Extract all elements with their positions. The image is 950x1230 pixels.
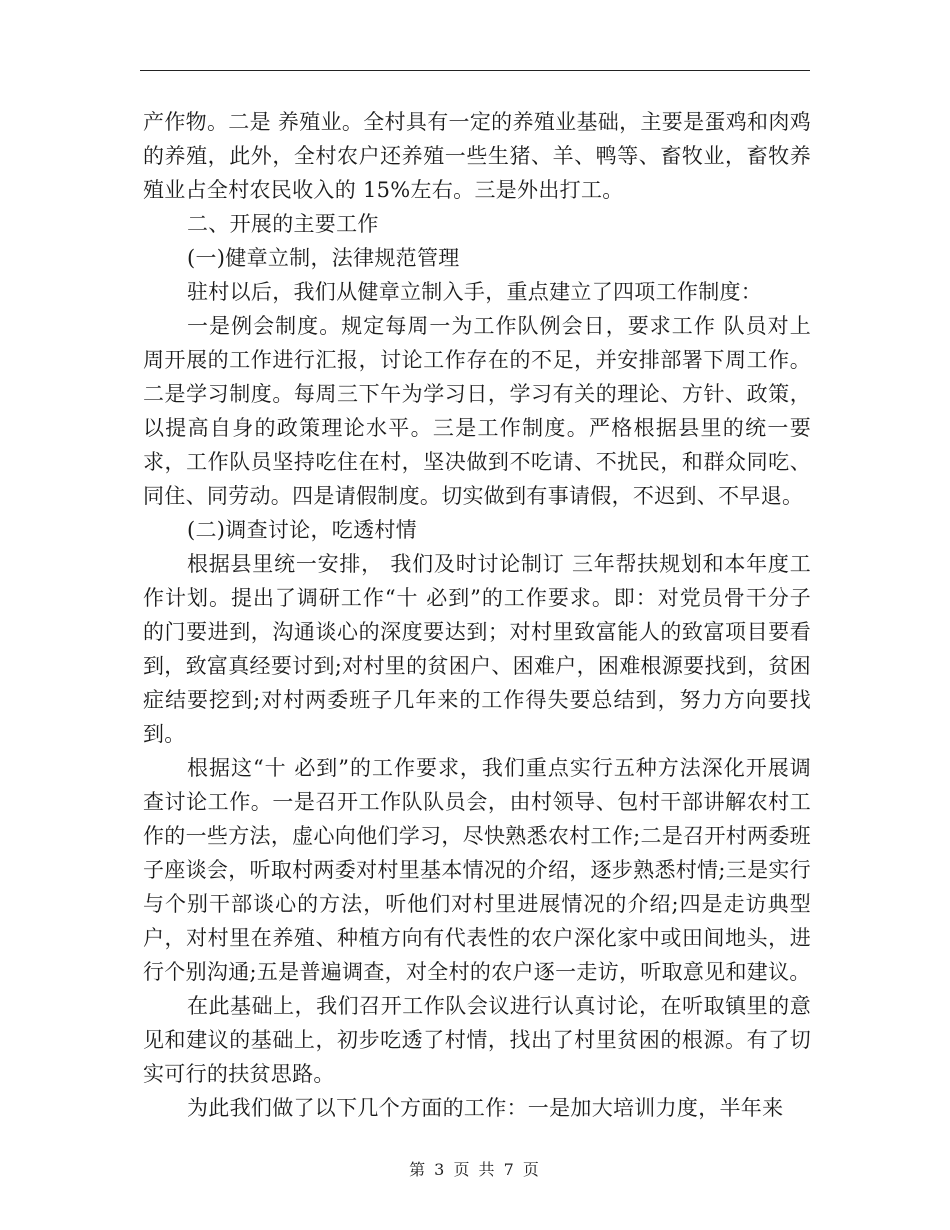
paragraph-3: 一是例会制度。规定每周一为工作队例会日，要求工作 队员对上周开展的工作进行汇报，讨论工作存在的不足，并安排部署下周工作。二是学习制度。每周三下午为学习日，学习有关的理论、方针、政策，以提高自身的政策理论水平。三是工作制度。严格根据县里的统一要求，工作队员坚持吃住在村，坚决做到不吃请、不扰民，和群众同吃、同住、同劳动。四是请假制度。切实做到有事请假，不迟到、不早退。	[143, 314, 811, 508]
paragraph-7: 为此我们做了以下几个方面的工作：一是加大培训力度，半年来	[187, 1096, 784, 1120]
header-rule	[140, 70, 810, 71]
document-body	[143, 105, 811, 1125]
section-heading-2: 二、开展的主要工作	[187, 212, 379, 236]
subsection-heading-2: (二)调查讨论，吃透村情	[187, 518, 417, 542]
paragraph-2: 驻村以后，我们从健章立制入手，重点建立了四项工作制度：	[187, 280, 763, 304]
paragraph-6: 在此基础上，我们召开工作队会议进行认真讨论，在听取镇里的意见和建议的基础上，初步吃透了村情，找出了村里贫困的根源。有了切实可行的扶贫思路。	[143, 994, 811, 1086]
paragraph-4: 根据县里统一安排， 我们及时讨论制订 三年帮扶规划和本年度工作计划。提出了调研工作“十 必到”的工作要求。即：对党员骨干分子的门要进到，沟通谈心的深度要达到；对村里致富能人的致富项目要看到，致富真经要讨到;对村里的贫困户、困难户，困难根源要找到，贫困症结要挖到;对村两委班子几年来的工作得失要总结到，努力方向要找到。	[143, 552, 811, 746]
paragraph-1: 产作物。二是 养殖业。全村具有一定的养殖业基础，主要是蛋鸡和肉鸡的养殖，此外，全村农户还养殖一些生猪、羊、鸭等、畜牧业，畜牧养殖业占全村农民收入的 15%左右。三是外出打工。	[143, 110, 811, 202]
page-number: 第 3 页 共 7 页	[409, 1160, 541, 1179]
paragraph-5: 根据这“十 必到”的工作要求，我们重点实行五种方法深化开展调查讨论工作。一是召开工作队队员会，由村领导、包村干部讲解农村工作的一些方法，虚心向他们学习，尽快熟悉农村工作;二是召开村两委班子座谈会，听取村两委对村里基本情况的介绍，逐步熟悉村情;三是实行与个别干部谈心的方法，听他们对村里进展情况的介绍;四是走访典型户，对村里在养殖、种植方向有代表性的农户深化家中或田间地头，进行个别沟通;五是普遍调查，对全村的农户逐一走访，听取意见和建议。	[143, 756, 811, 984]
subsection-heading-1: (一)健章立制，法律规范管理	[187, 246, 460, 270]
